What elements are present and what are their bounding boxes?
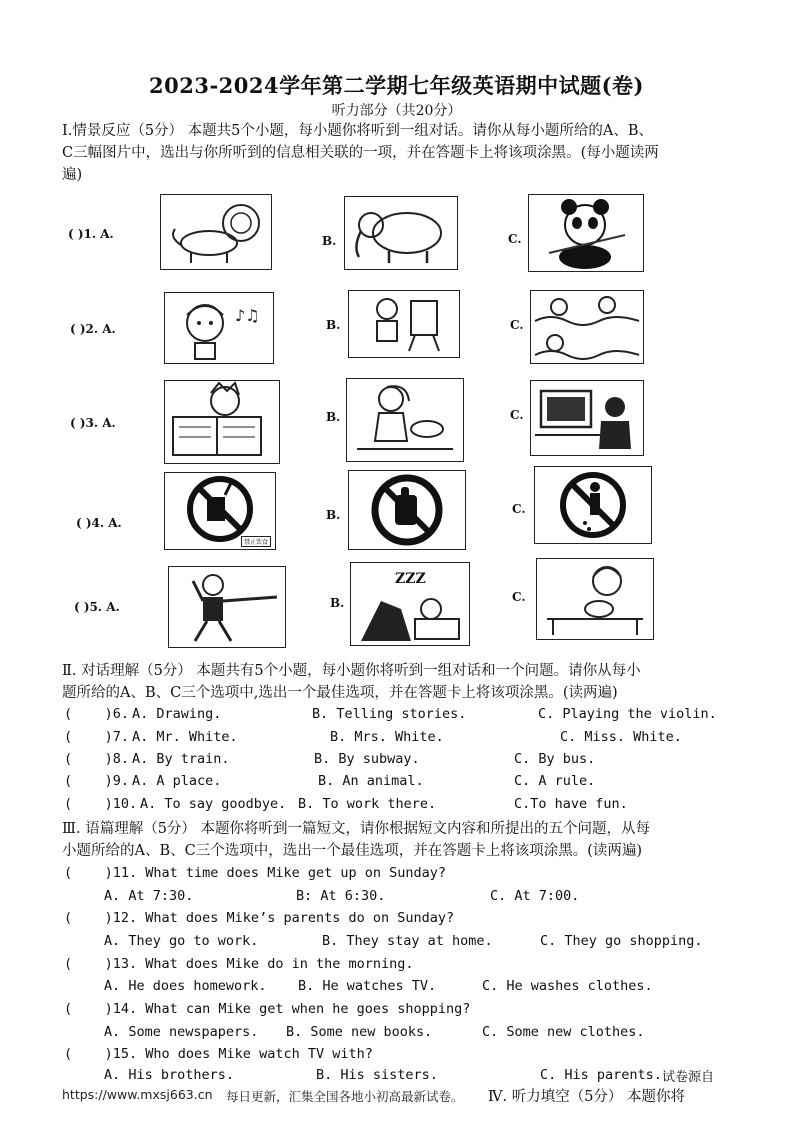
q10-option-c[interactable]: C.To have fun.: [514, 796, 628, 812]
boy-computer-icon: [531, 381, 643, 455]
q14-question: ( )14. What can Mike get when he goes shopping?: [64, 1001, 471, 1017]
girl-washing-dishes-icon: [347, 379, 463, 461]
section4-heading: Ⅳ. 听力填空（5分） 本题你将: [488, 1089, 686, 1105]
q15-option-b[interactable]: B. His sisters.: [316, 1067, 438, 1083]
boy-reading-icon: [165, 381, 279, 463]
q3-option-a-image[interactable]: [164, 380, 280, 464]
q5-option-b-image[interactable]: [350, 562, 470, 646]
section1-intro: Ⅰ.情景反应（5分） 本题共5个小题，每小题你将听到一组对话。请你从每小题所给的A、B、 C三幅图片中，选出与你所听到的信息相关联的一项，并在答题卡上将该项涂黑。(每小题读两 遍): [62, 123, 659, 183]
q4-option-b-image[interactable]: [348, 470, 466, 550]
no-eating-caption: 禁止饮食: [241, 536, 271, 547]
q6-option-b[interactable]: B. Telling stories.: [312, 706, 467, 722]
q3-c-label: C.: [510, 408, 524, 422]
page-title: 2023-2024学年第二学期七年级英语期中试题(卷): [149, 73, 644, 98]
q1-option-b-image[interactable]: [344, 196, 458, 270]
q5-option-c-image[interactable]: [536, 558, 654, 640]
q5-option-a-image[interactable]: [168, 566, 286, 648]
section2-intro: Ⅱ. 对话理解（5分） 本题共有5个小题，每小题你将听到一组对话和一个问题。请你从每小 题所给的A、B、C三个选项中,选出一个最佳选项，并在答题卡上将该项涂黑。(读两遍): [62, 663, 641, 701]
q6-option-a[interactable]: A. Drawing.: [132, 706, 222, 722]
q9-option-a[interactable]: A. A place.: [132, 773, 222, 789]
q3-label: ( )3. A.: [70, 416, 116, 430]
q4-option-c-image[interactable]: [534, 466, 652, 544]
girl-singing-icon: [165, 293, 273, 363]
q3-option-b-image[interactable]: [346, 378, 464, 462]
lion-icon: [161, 195, 271, 269]
q2-b-label: B.: [326, 318, 341, 332]
q12-option-c[interactable]: C. They go shopping.: [540, 933, 703, 949]
elephant-icon: [345, 197, 457, 269]
q2-option-b-image[interactable]: [348, 290, 460, 358]
q7-option-a[interactable]: A. Mr. White.: [132, 729, 238, 745]
q10-option-a[interactable]: A. To say goodbye.: [140, 796, 287, 812]
q13-option-c[interactable]: C. He washes clothes.: [482, 978, 653, 994]
q1-option-a-image[interactable]: [160, 194, 272, 270]
q13-question: ( )13. What does Mike do in the morning.: [64, 956, 414, 972]
q8-option-b[interactable]: B. By subway.: [314, 751, 420, 767]
q15-option-a[interactable]: A. His brothers.: [104, 1067, 235, 1083]
q3-b-label: B.: [326, 410, 341, 424]
q13-option-a[interactable]: A. He does homework.: [104, 978, 267, 994]
q11-option-a[interactable]: A. At 7:30.: [104, 888, 194, 904]
q1-b-label: B.: [322, 234, 337, 248]
q4-b-label: B.: [326, 508, 341, 522]
q9-number: ( )9.: [64, 773, 130, 789]
q11-option-b[interactable]: B: At 6:30.: [296, 888, 386, 904]
source-tag: 试卷源自: [662, 1070, 715, 1085]
q15-question: ( )15. Who does Mike watch TV with?: [64, 1046, 373, 1062]
q14-option-b[interactable]: B. Some new books.: [286, 1024, 433, 1040]
q8-number: ( )8.: [64, 751, 130, 767]
boy-sleeping-icon: [351, 563, 469, 645]
section3-intro: Ⅲ. 语篇理解（5分） 本题你将听到一篇短文，请你根据短文内容和所提出的五个问题，从每 小题所给的A、B、C三个选项中，选出一个最佳选项，并在答题卡上将该项涂黑。(读两遍): [62, 821, 651, 859]
footer-url[interactable]: https://www.mxsj663.cn: [62, 1087, 213, 1102]
q12-option-b[interactable]: B. They stay at home.: [322, 933, 493, 949]
q5-b-label: B.: [330, 596, 345, 610]
q15-option-c[interactable]: C. His parents.: [540, 1067, 662, 1083]
q12-option-a[interactable]: A. They go to work.: [104, 933, 259, 949]
q1-label: ( )1. A.: [68, 227, 114, 241]
q5-c-label: C.: [512, 590, 526, 604]
listening-subtitle: 听力部分（共20分）: [331, 103, 462, 119]
q8-option-c[interactable]: C. By bus.: [514, 751, 596, 767]
q2-label: ( )2. A.: [70, 322, 116, 336]
q4-option-a-image[interactable]: [164, 472, 276, 550]
q14-option-a[interactable]: A. Some newspapers.: [104, 1024, 259, 1040]
q2-option-a-image[interactable]: [164, 292, 274, 364]
girl-drawing-icon: [349, 291, 459, 357]
footer-slogan: 每日更新，汇集全国各地小初高最新试卷。: [226, 1089, 464, 1104]
swimming-icon: [531, 291, 643, 363]
q10-option-b[interactable]: B. To work there.: [298, 796, 437, 812]
q12-question: ( )12. What does Mike’s parents do on Sunday?: [64, 910, 455, 926]
no-littering-sign-icon: [535, 467, 651, 543]
q4-c-label: C.: [512, 502, 526, 516]
boy-exercising-icon: [169, 567, 285, 647]
q6-number: ( )6.: [64, 706, 130, 722]
q1-option-c-image[interactable]: [528, 194, 644, 272]
q6-option-c[interactable]: C. Playing the violin.: [538, 706, 717, 722]
q4-label: ( )4. A.: [76, 516, 122, 530]
q7-number: ( )7.: [64, 729, 130, 745]
q10-number: ( )10.: [64, 796, 138, 812]
q2-option-c-image[interactable]: [530, 290, 644, 364]
q9-option-c[interactable]: C. A rule.: [514, 773, 596, 789]
q11-option-c[interactable]: C. At 7:00.: [490, 888, 580, 904]
q7-option-c[interactable]: C. Miss. White.: [560, 729, 682, 745]
q3-option-c-image[interactable]: [530, 380, 644, 456]
quiet-sign-icon: [349, 471, 465, 549]
girl-writing-icon: [537, 559, 653, 639]
q8-option-a[interactable]: A. By train.: [132, 751, 230, 767]
q2-c-label: C.: [510, 318, 524, 332]
q14-option-c[interactable]: C. Some new clothes.: [482, 1024, 645, 1040]
q5-label: ( )5. A.: [74, 600, 120, 614]
q13-option-b[interactable]: B. He watches TV.: [298, 978, 437, 994]
panda-icon: [529, 195, 643, 271]
q9-option-b[interactable]: B. An animal.: [318, 773, 424, 789]
svg-text:♪♫: ♪♫: [235, 306, 260, 325]
q1-c-label: C.: [508, 232, 522, 246]
svg-text:ZZZ: ZZZ: [395, 571, 426, 587]
q11-question: ( )11. What time does Mike get up on Sunday?: [64, 865, 447, 881]
q7-option-b[interactable]: B. Mrs. White.: [330, 729, 444, 745]
